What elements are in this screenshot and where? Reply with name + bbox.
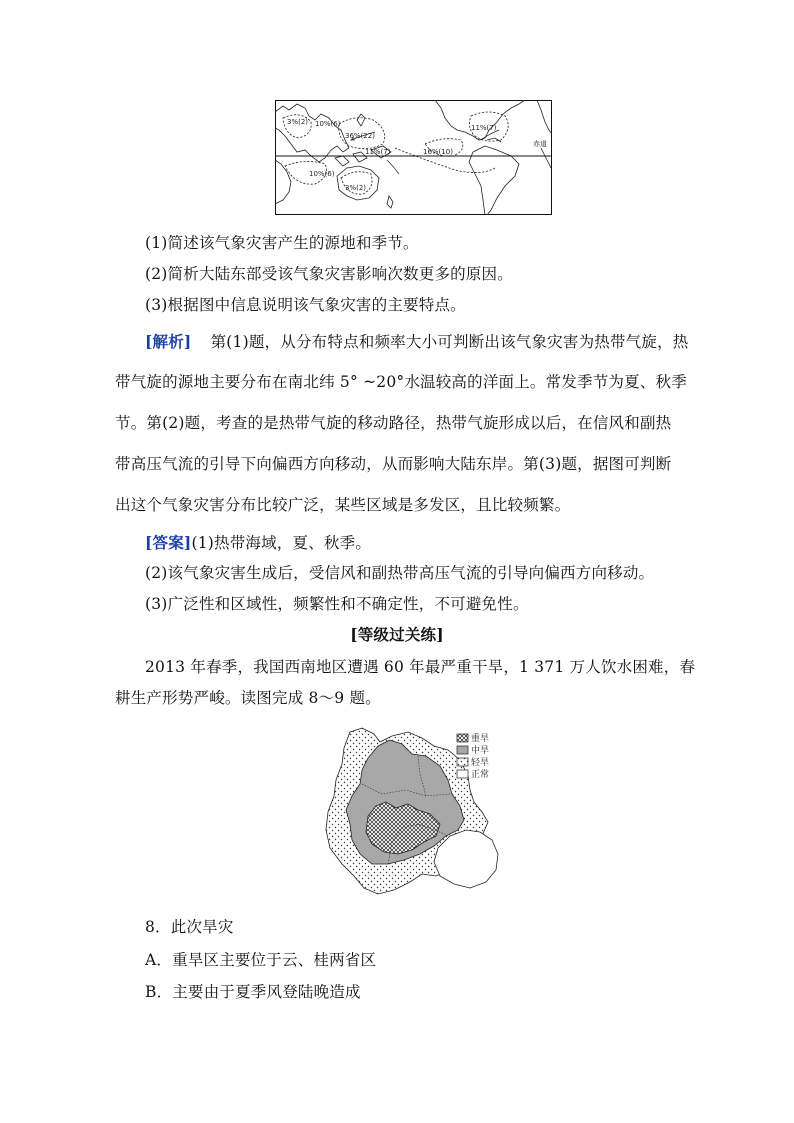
analysis-line-4: 带高压气流的引导下向偏西方向移动，从而影响大陆东岸。第(3)题，据图可判断 [115, 455, 672, 473]
analysis-text-1: 第(1)题，从分布特点和频率大小可判断出该气象灾害为热带气旋，热 [210, 333, 689, 351]
map-label-8: 3%(2) [345, 184, 367, 192]
analysis-line-2: 带气旋的源地主要分布在南北纬 5° ~20°水温较高的洋面上。常发季节为夏、秋季 [115, 373, 687, 391]
answer-tag: [答案] [145, 533, 192, 552]
intro-line-2: 耕生产形势严峻。读图完成 8～9 题。 [115, 689, 381, 707]
map-label-4: 11%(7) [471, 124, 497, 132]
legend-light-swatch [457, 758, 468, 766]
map-label-1: 3%(2) [287, 118, 309, 126]
map-label-7: 10%(6) [309, 170, 335, 178]
question-8-option-b: B．主要由于夏季风登陆晚造成 [145, 983, 361, 1001]
intro-line-1: 2013 年春季，我国西南地区遭遇 60 年最严重干旱，1 371 万人饮水困难，春 [145, 658, 696, 676]
answer-line-3: (3)广泛性和区域性，频繁性和不确定性，不可避免性。 [145, 595, 529, 613]
map-label-6: 16%(10) [423, 148, 453, 156]
legend-moderate-label: 中旱 [471, 746, 490, 756]
map-label-3: 36%(22) [345, 132, 375, 140]
drought-map-figure [322, 724, 514, 900]
legend [457, 732, 489, 780]
legend-severe-label: 重旱 [471, 734, 490, 744]
question-2: (2)简析大陆东部受该气象灾害影响次数更多的原因。 [145, 265, 513, 283]
answer-line-2: (2)该气象灾害生成后，受信风和副热带高压气流的引导向偏西方向移动。 [145, 564, 655, 582]
legend-severe-swatch [457, 734, 468, 742]
section-title: [等级过关练] [350, 625, 444, 644]
map-label-2: 10%(6) [315, 120, 341, 128]
map-label-5: 11%(7) [365, 148, 391, 156]
question-8-option-a: A．重旱区主要位于云、桂两省区 [145, 951, 377, 969]
question-3: (3)根据图中信息说明该气象灾害的主要特点。 [145, 296, 466, 314]
equator-label: 赤道 [533, 140, 547, 148]
analysis-line-1 [145, 332, 688, 352]
answer-text-1: (1)热带海域，夏、秋季。 [191, 534, 372, 552]
analysis-tag: [解析] [145, 332, 192, 351]
legend-normal-swatch [457, 770, 468, 778]
question-8-stem: 8．此次旱灾 [145, 918, 234, 936]
legend-moderate-swatch [457, 746, 468, 754]
legend-light-label: 轻旱 [471, 758, 490, 768]
analysis-line-5: 出这个气象灾害分布比较广泛，某些区域是多发区，且比较频繁。 [115, 496, 571, 514]
world-map-figure [275, 100, 552, 215]
analysis-line-3: 节。第(2)题，考查的是热带气旋的移动路径，热带气旋形成以后，在信风和副热 [115, 414, 672, 432]
question-1: (1)简述该气象灾害产生的源地和季节。 [145, 234, 419, 252]
answer-line-1 [145, 533, 371, 553]
legend-normal-label: 正常 [471, 770, 490, 780]
